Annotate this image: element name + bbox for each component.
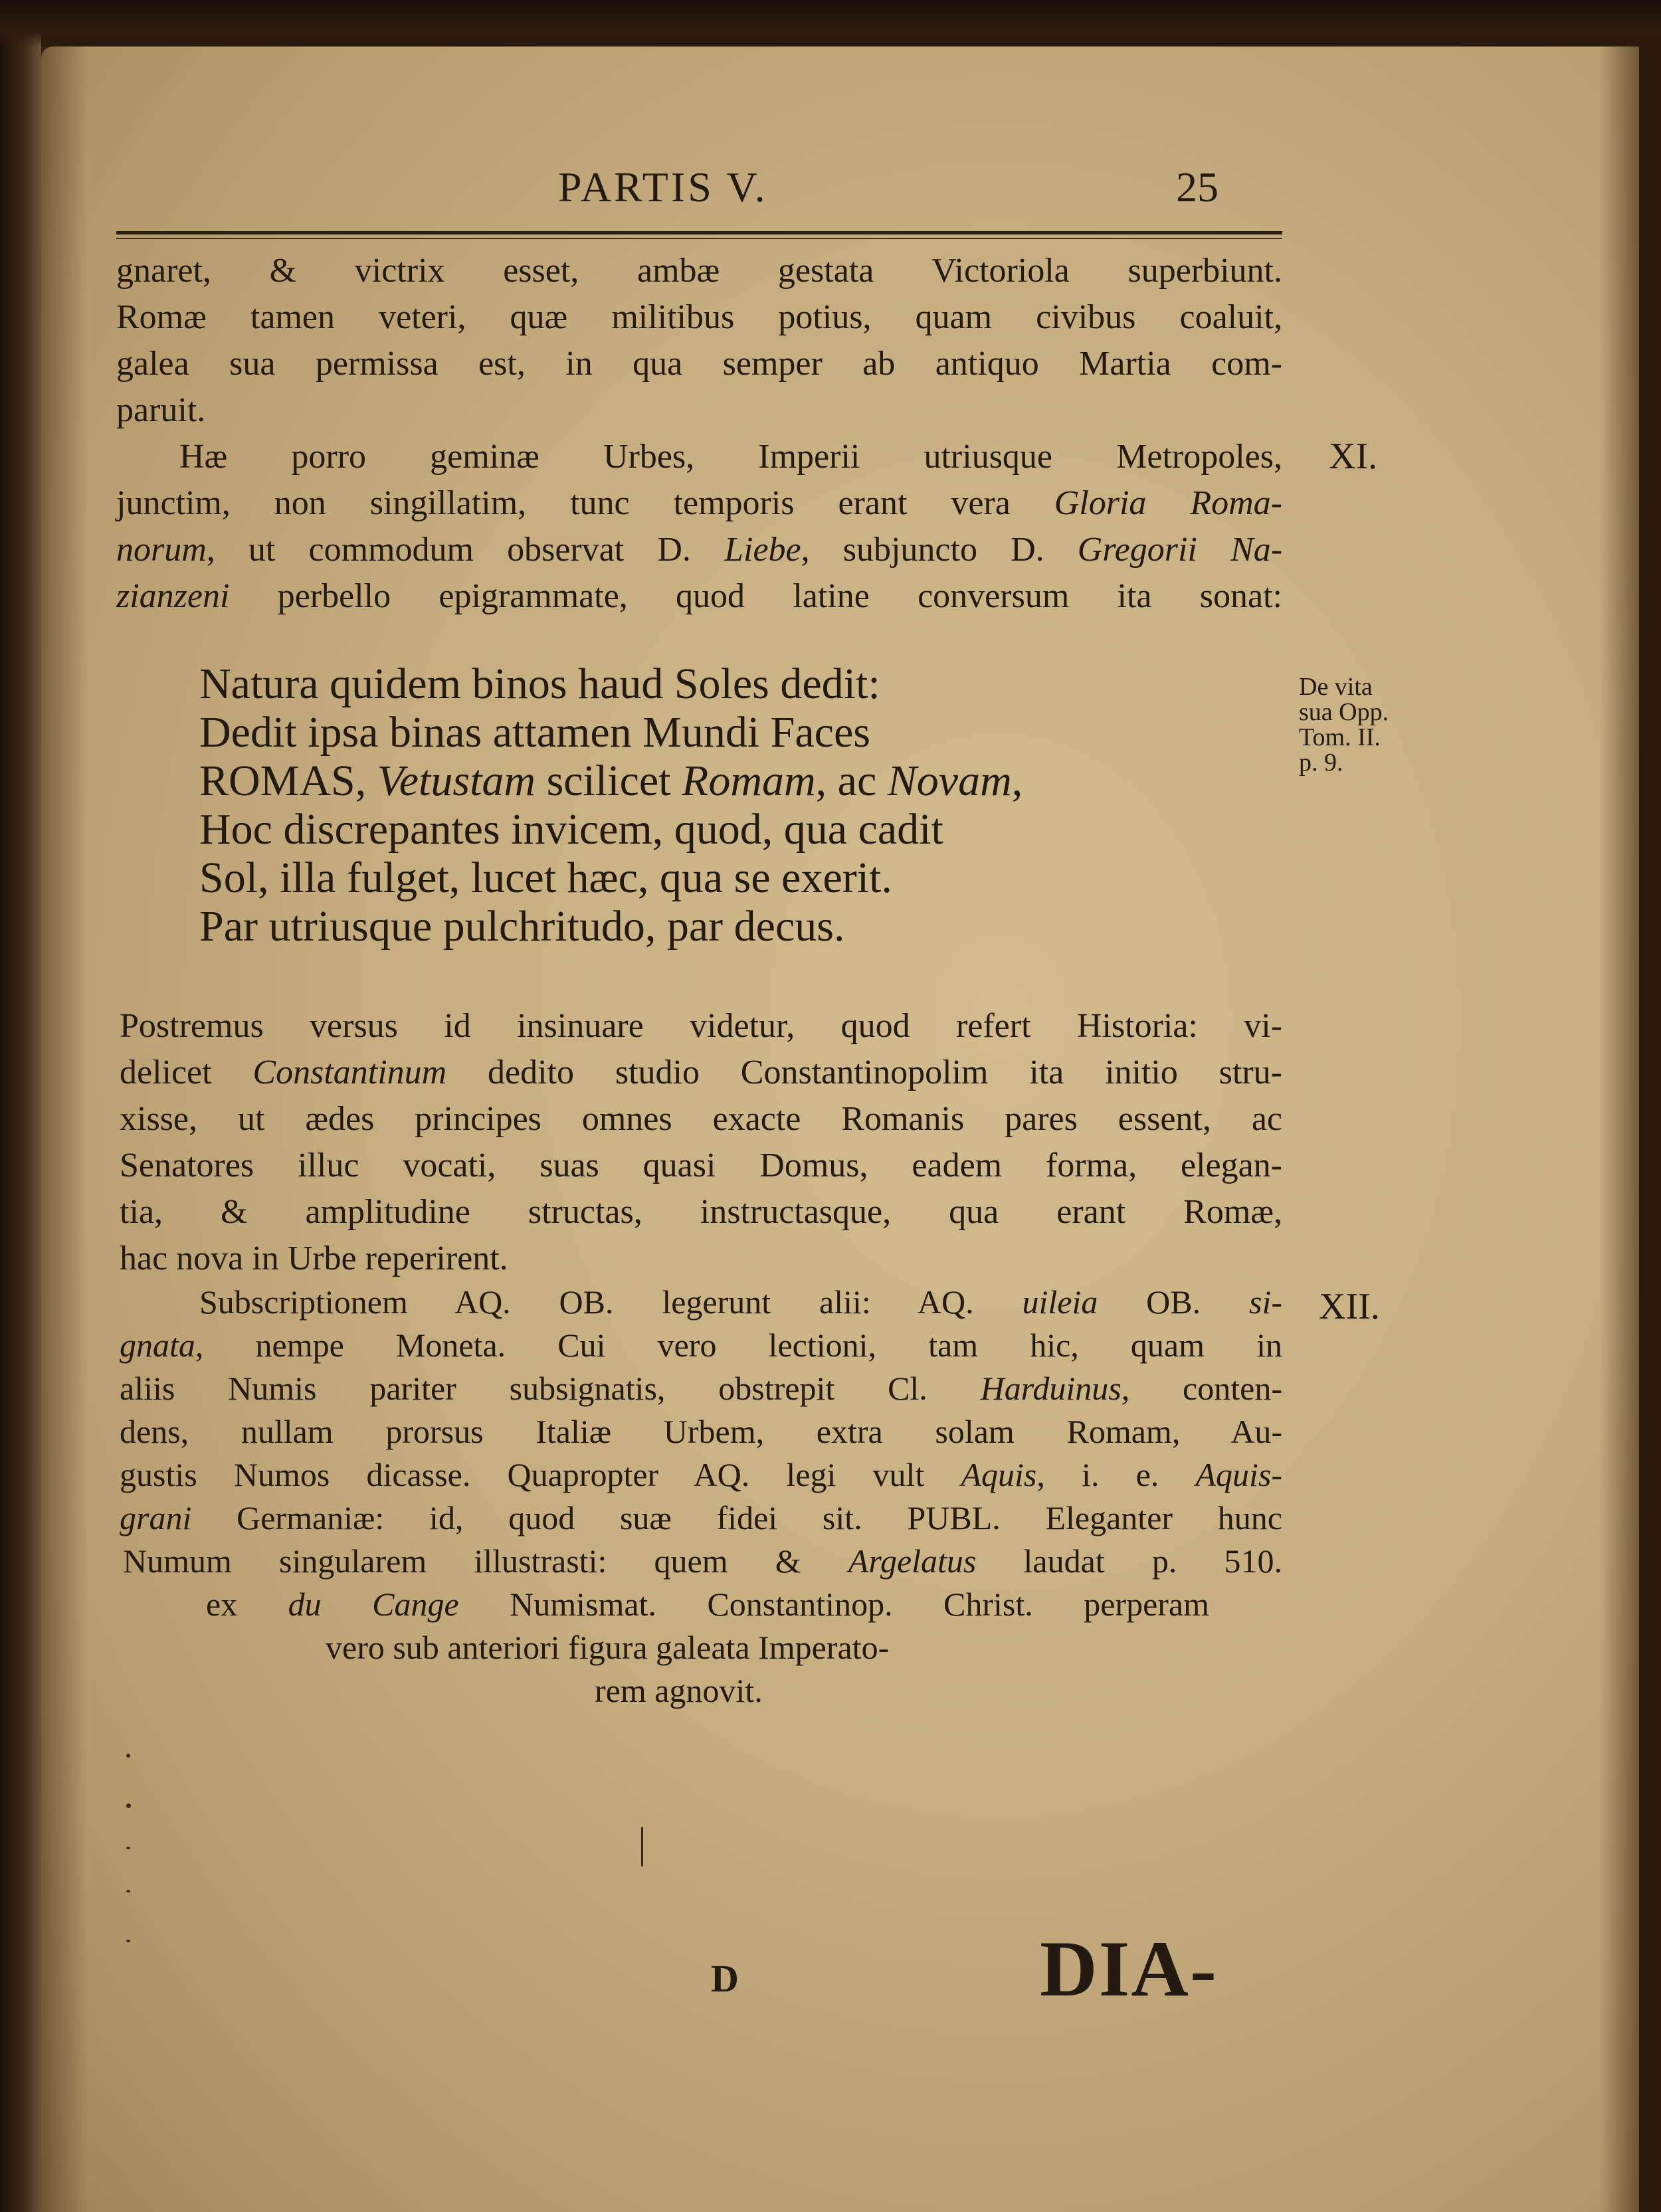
poem-line: Natura quidem binos haud Soles dedit:	[199, 660, 880, 708]
ink-speck	[126, 1940, 130, 1942]
footnote-line: grani Germaniæ: id, quod suæ fidei sit. PUBL. Eleganter hunc	[120, 1499, 1282, 1536]
footnote-line: gustis Numos dicasse. Quapropter AQ. legi vult Aquis, i. e. Aquis-	[120, 1456, 1282, 1493]
page-number: 25	[1176, 163, 1219, 211]
para3-line: hac nova in Urbe reperirent.	[120, 1240, 508, 1277]
side-note-line: p. 9.	[1299, 749, 1343, 777]
poem-line: Sol, illa fulget, lucet hæc, qua se exerit.	[199, 854, 892, 902]
para1-line: paruit.	[116, 391, 206, 429]
footnote-line: aliis Numis pariter subsignatis, obstrepit Cl. Harduinus, conten-	[120, 1370, 1282, 1407]
poem-line: Par utriusque pulchritudo, par decus.	[199, 902, 845, 951]
running-head: PARTIS V.	[558, 163, 768, 211]
footnote-line: rem agnovit.	[595, 1672, 763, 1709]
poem-line: ROMAS, Vetustam scilicet Romam, ac Novam,	[199, 757, 1023, 805]
header-rule-thin	[116, 238, 1282, 239]
poem-line: Hoc discrepantes invicem, quod, qua cadit	[199, 805, 943, 854]
para2-line: norum, ut commodum observat D. Liebe, subjuncto D. Gregorii Na-	[116, 531, 1283, 569]
ink-speck	[126, 1754, 130, 1758]
para1-line: Romæ tamen veteri, quæ militibus potius, quam civibus coaluit,	[116, 298, 1282, 336]
para1-line: gnaret, & victrix esset, ambæ gestata Victoriola superbiunt.	[116, 252, 1282, 290]
para3-line: xisse, ut ædes principes omnes exacte Romanis pares essent, ac	[120, 1100, 1282, 1138]
ink-speck	[641, 1827, 643, 1867]
footnote-line: ex du Cange Numismat. Constantinop. Christ. perperam	[206, 1586, 1209, 1623]
footnote-line: Numum singularem illustrasti: quem & Argelatus laudat p. 510.	[123, 1542, 1282, 1580]
book-binding	[0, 0, 41, 2212]
para2-line: Hæ porro geminæ Urbes, Imperii utriusque Metropoles,	[179, 438, 1282, 476]
scan-top-edge	[0, 0, 1661, 46]
side-note-line: Tom. II.	[1299, 723, 1381, 751]
poem-line: Dedit ipsa binas attamen Mundi Faces	[199, 708, 870, 757]
signature-mark: D	[711, 1957, 739, 2000]
ink-speck	[126, 1803, 131, 1808]
header-rule	[116, 231, 1282, 234]
para3-line: delicet Constantinum dedito studio Constantinopolim ita initio stru-	[120, 1054, 1282, 1091]
footnote-line: dens, nullam prorsus Italiæ Urbem, extra solam Romam, Au-	[120, 1413, 1282, 1450]
margin-number-xii: XII.	[1319, 1286, 1380, 1327]
para3-line: Postremus versus id insinuare videtur, quod refert Historia: vi-	[120, 1007, 1282, 1045]
para2-line: junctim, non singillatim, tunc temporis erant vera Gloria Roma-	[116, 484, 1282, 522]
ink-speck	[126, 1890, 130, 1892]
footnote-line: vero sub anteriori figura galeata Imperato-	[326, 1629, 890, 1666]
ink-speck	[126, 1847, 130, 1849]
side-note-line: sua Opp.	[1299, 698, 1389, 726]
margin-number-xi: XI.	[1329, 436, 1378, 477]
footnote-line: Subscriptionem AQ. OB. legerunt alii: AQ. uileia OB. si-	[199, 1283, 1282, 1321]
side-note-de-vita	[1299, 674, 1389, 775]
side-note-line: De vita	[1299, 673, 1373, 701]
footnote-line: gnata, nempe Moneta. Cui vero lectioni, tam hic, quam in	[120, 1327, 1282, 1364]
para3-line: tia, & amplitudine structas, instructasque, qua erant Romæ,	[120, 1193, 1282, 1231]
catchword: DIA-	[1040, 1924, 1218, 2013]
para1-line: galea sua permissa est, in qua semper ab antiquo Martia com-	[116, 345, 1282, 383]
para3-line: Senatores illuc vocati, suas quasi Domus, eadem forma, elegan-	[120, 1147, 1282, 1184]
para2-line: zianzeni perbello epigrammate, quod latine conversum ita sonat:	[116, 577, 1282, 615]
